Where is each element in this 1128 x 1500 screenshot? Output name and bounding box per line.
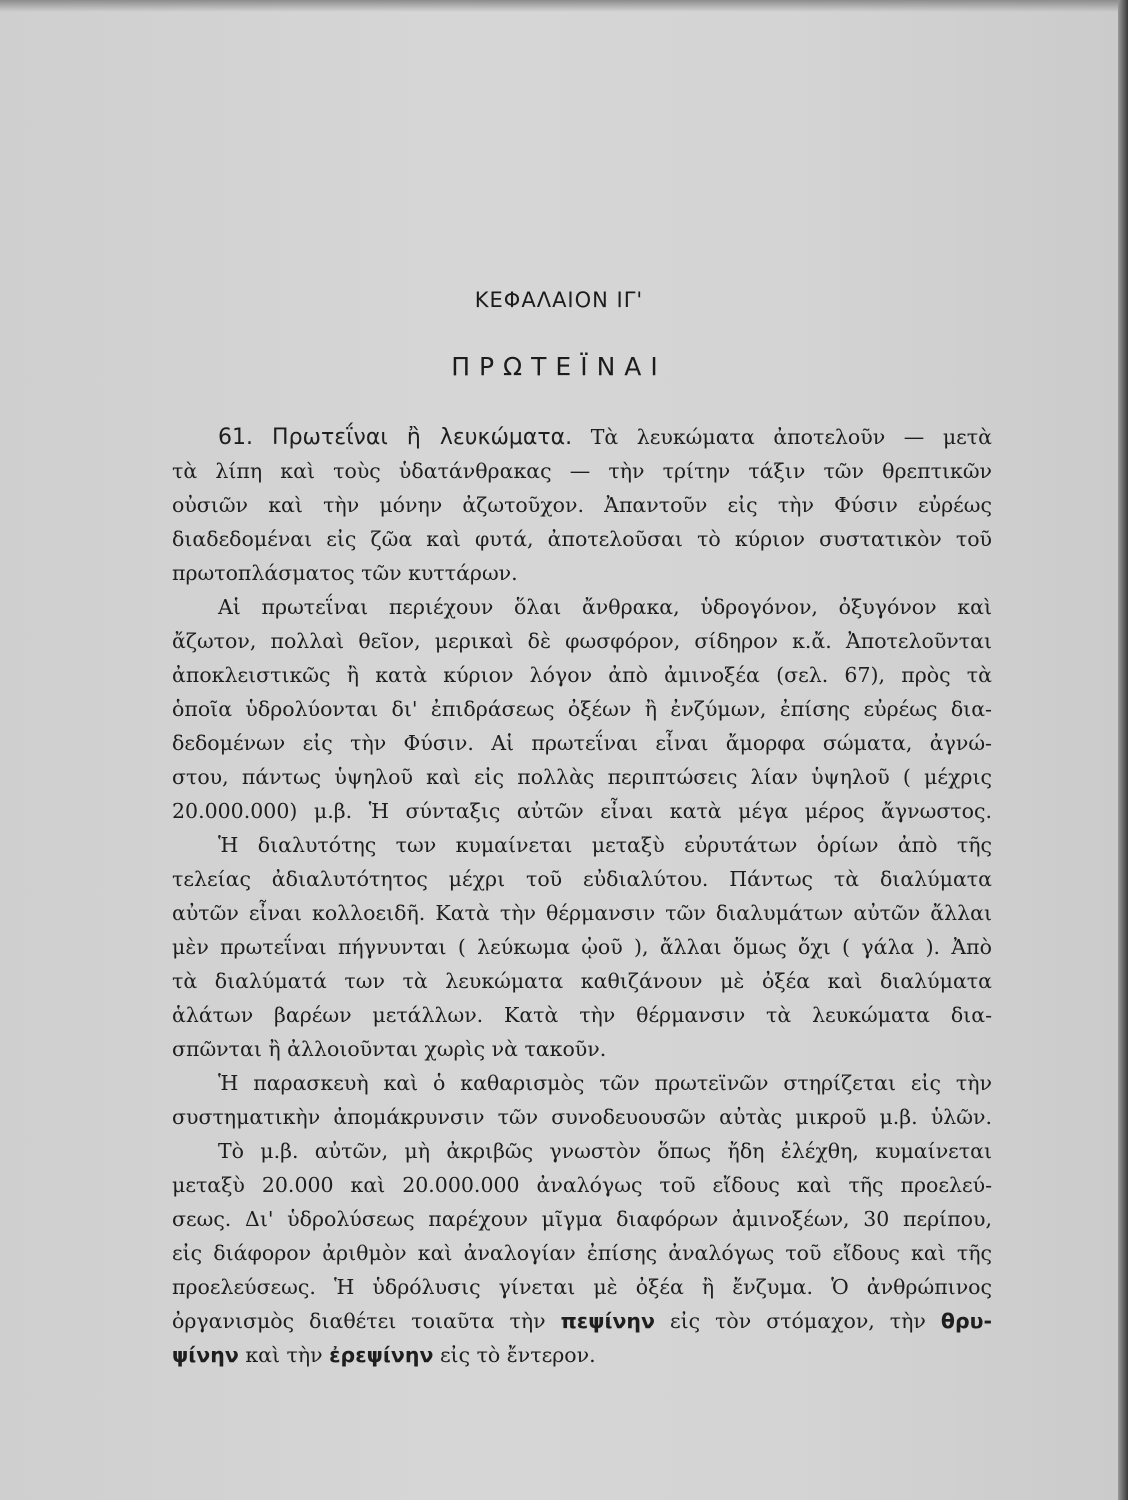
text-line: αὐτῶν εἶναι κολλοειδῆ. Κατὰ τὴν θέρμανσιν τῶν διαλυμάτων αὐτῶν ἄλλαι — [172, 901, 992, 925]
term-trypsin-part1: θρυ- — [940, 1309, 992, 1333]
text-line: μεταξὺ 20.000 καὶ 20.000.000 ἀναλόγως τοῦ εἴδους καὶ τῆς προελεύ- — [172, 1173, 992, 1197]
text-line: τὰ διαλύματά των τὰ λευκώματα καθιζάνουν μὲ ὀξέα καὶ διαλύματα — [172, 969, 992, 993]
text-line: μὲν πρωτεΐναι πήγνυνται ( λεύκωμα ᾠοῦ ), ἄλλαι ὅμως ὄχι ( γάλα ). Ἀπὸ — [172, 935, 992, 959]
text-line: στου, πάντως ὑψηλοῦ καὶ εἰς πολλὰς περιπτώσεις λίαν ὑψηλοῦ ( μέχρις — [172, 765, 992, 789]
line-text: Τὰ λευκώματα ἀποτελοῦν — μετὰ — [590, 425, 992, 449]
scan-right-edge — [1118, 0, 1128, 1500]
text-line: προελεύσεως. Ἡ ὑδρόλυσις γίνεται μὲ ὀξέα ἢ ἔνζυμα. Ὁ ἀνθρώπινος — [172, 1275, 992, 1299]
text-line: τελείας ἀδιαλυτότητος μέχρι τοῦ εὐδιαλύτου. Πάντως τὰ διαλύματα — [172, 867, 992, 891]
section-heading: 61. Πρωτεΐναι ἢ λευκώματα. — [218, 425, 573, 450]
text-line: σπῶνται ἢ ἀλλοιοῦνται χωρὶς νὰ τακοῦν. — [172, 1037, 607, 1061]
text-line — [172, 1338, 992, 1372]
text-line: Αἱ πρωτεΐναι περιέχουν ὅλαι ἄνθρακα, ὑδρογόνον, ὀξυγόνον καὶ — [218, 595, 992, 619]
scan-top-shadow — [0, 0, 1118, 12]
text-line: Ἡ παρασκευὴ καὶ ὁ καθαρισμὸς τῶν πρωτεϊνῶν στηρίζεται εἰς τὴν — [218, 1071, 992, 1095]
text-line: διαδεδομέναι εἰς ζῶα καὶ φυτά, ἀποτελοῦσαι τὸ κύριον συστατικὸν τοῦ — [172, 527, 992, 551]
text-line: ἀποκλειστικῶς ἢ κατὰ κύριον λόγον ἀπὸ ἀμινοξέα (σελ. 67), πρὸς τὰ — [172, 663, 992, 687]
chapter-title: ΠΡΩΤΕΪΝΑΙ — [451, 352, 667, 381]
text-line: σεως. Δι' ὑδρολύσεως παρέχουν μῖγμα διαφόρων ἀμινοξέων, 30 περίπου, — [172, 1207, 992, 1231]
term-pepsin: πεψίνην — [560, 1309, 655, 1333]
text-line: οὐσιῶν καὶ τὴν μόνην ἀζωτοῦχον. Ἀπαντοῦν εἰς τὴν Φύσιν εὐρέως — [172, 493, 992, 517]
line-text: καὶ τὴν — [238, 1343, 330, 1367]
text-line: εἰς διάφορον ἀριθμὸν καὶ ἀναλογίαν ἐπίσης ἀναλόγως τοῦ εἴδους καὶ τῆς — [172, 1241, 992, 1265]
text-line: δεδομένων εἰς τὴν Φύσιν. Αἱ πρωτεΐναι εἶναι ἄμορφα σώματα, ἀγνώ- — [172, 731, 992, 755]
text-line: ἄζωτον, πολλαὶ θεῖον, μερικαὶ δὲ φωσφόρον, σίδηρον κ.ἄ. Ἀποτελοῦνται — [172, 629, 992, 653]
text-line — [172, 420, 992, 454]
chapter-label: ΚΕΦΑΛΑΙΟΝ ΙΓ' — [474, 288, 644, 312]
term-erepsin: ἐρεψίνην — [329, 1343, 434, 1367]
text-line: Ἡ διαλυτότης των κυμαίνεται μεταξὺ εὐρυτάτων ὁρίων ἀπὸ τῆς — [218, 833, 992, 857]
text-line: 20.000.000) μ.β. Ἡ σύνταξις αὐτῶν εἶναι κατὰ μέγα μέρος ἄγνωστος. — [172, 799, 992, 823]
line-text: εἰς τὸ ἔντερον. — [433, 1343, 596, 1367]
line-text: ὀργανισμὸς διαθέτει τοιαῦτα τὴν — [172, 1309, 561, 1333]
text-line: ἁλάτων βαρέων μετάλλων. Κατὰ τὴν θέρμανσιν τὰ λευκώματα δια- — [172, 1003, 992, 1027]
text-line: Τὸ μ.β. αὐτῶν, μὴ ἀκριβῶς γνωστὸν ὅπως ἤδη ἐλέχθη, κυμαίνεται — [218, 1139, 992, 1163]
text-line — [172, 1304, 992, 1338]
body-text — [172, 420, 992, 1372]
text-line: πρωτοπλάσματος τῶν κυττάρων. — [172, 561, 518, 585]
text-line: συστηματικὴν ἀπομάκρυνσιν τῶν συνοδευουσῶν αὐτὰς μικροῦ μ.β. ὑλῶν. — [172, 1105, 992, 1129]
term-trypsin-part2: ψίνην — [172, 1343, 239, 1367]
line-text: εἰς τὸν στόμαχον, τὴν — [654, 1309, 941, 1333]
text-line: ὁποῖα ὑδρολύονται δι' ἐπιδράσεως ὀξέων ἢ ἐνζύμων, ἐπίσης εὐρέως δια- — [172, 697, 992, 721]
text-line: τὰ λίπη καὶ τοὺς ὑδατάνθρακας — τὴν τρίτην τάξιν τῶν θρεπτικῶν — [172, 459, 992, 483]
